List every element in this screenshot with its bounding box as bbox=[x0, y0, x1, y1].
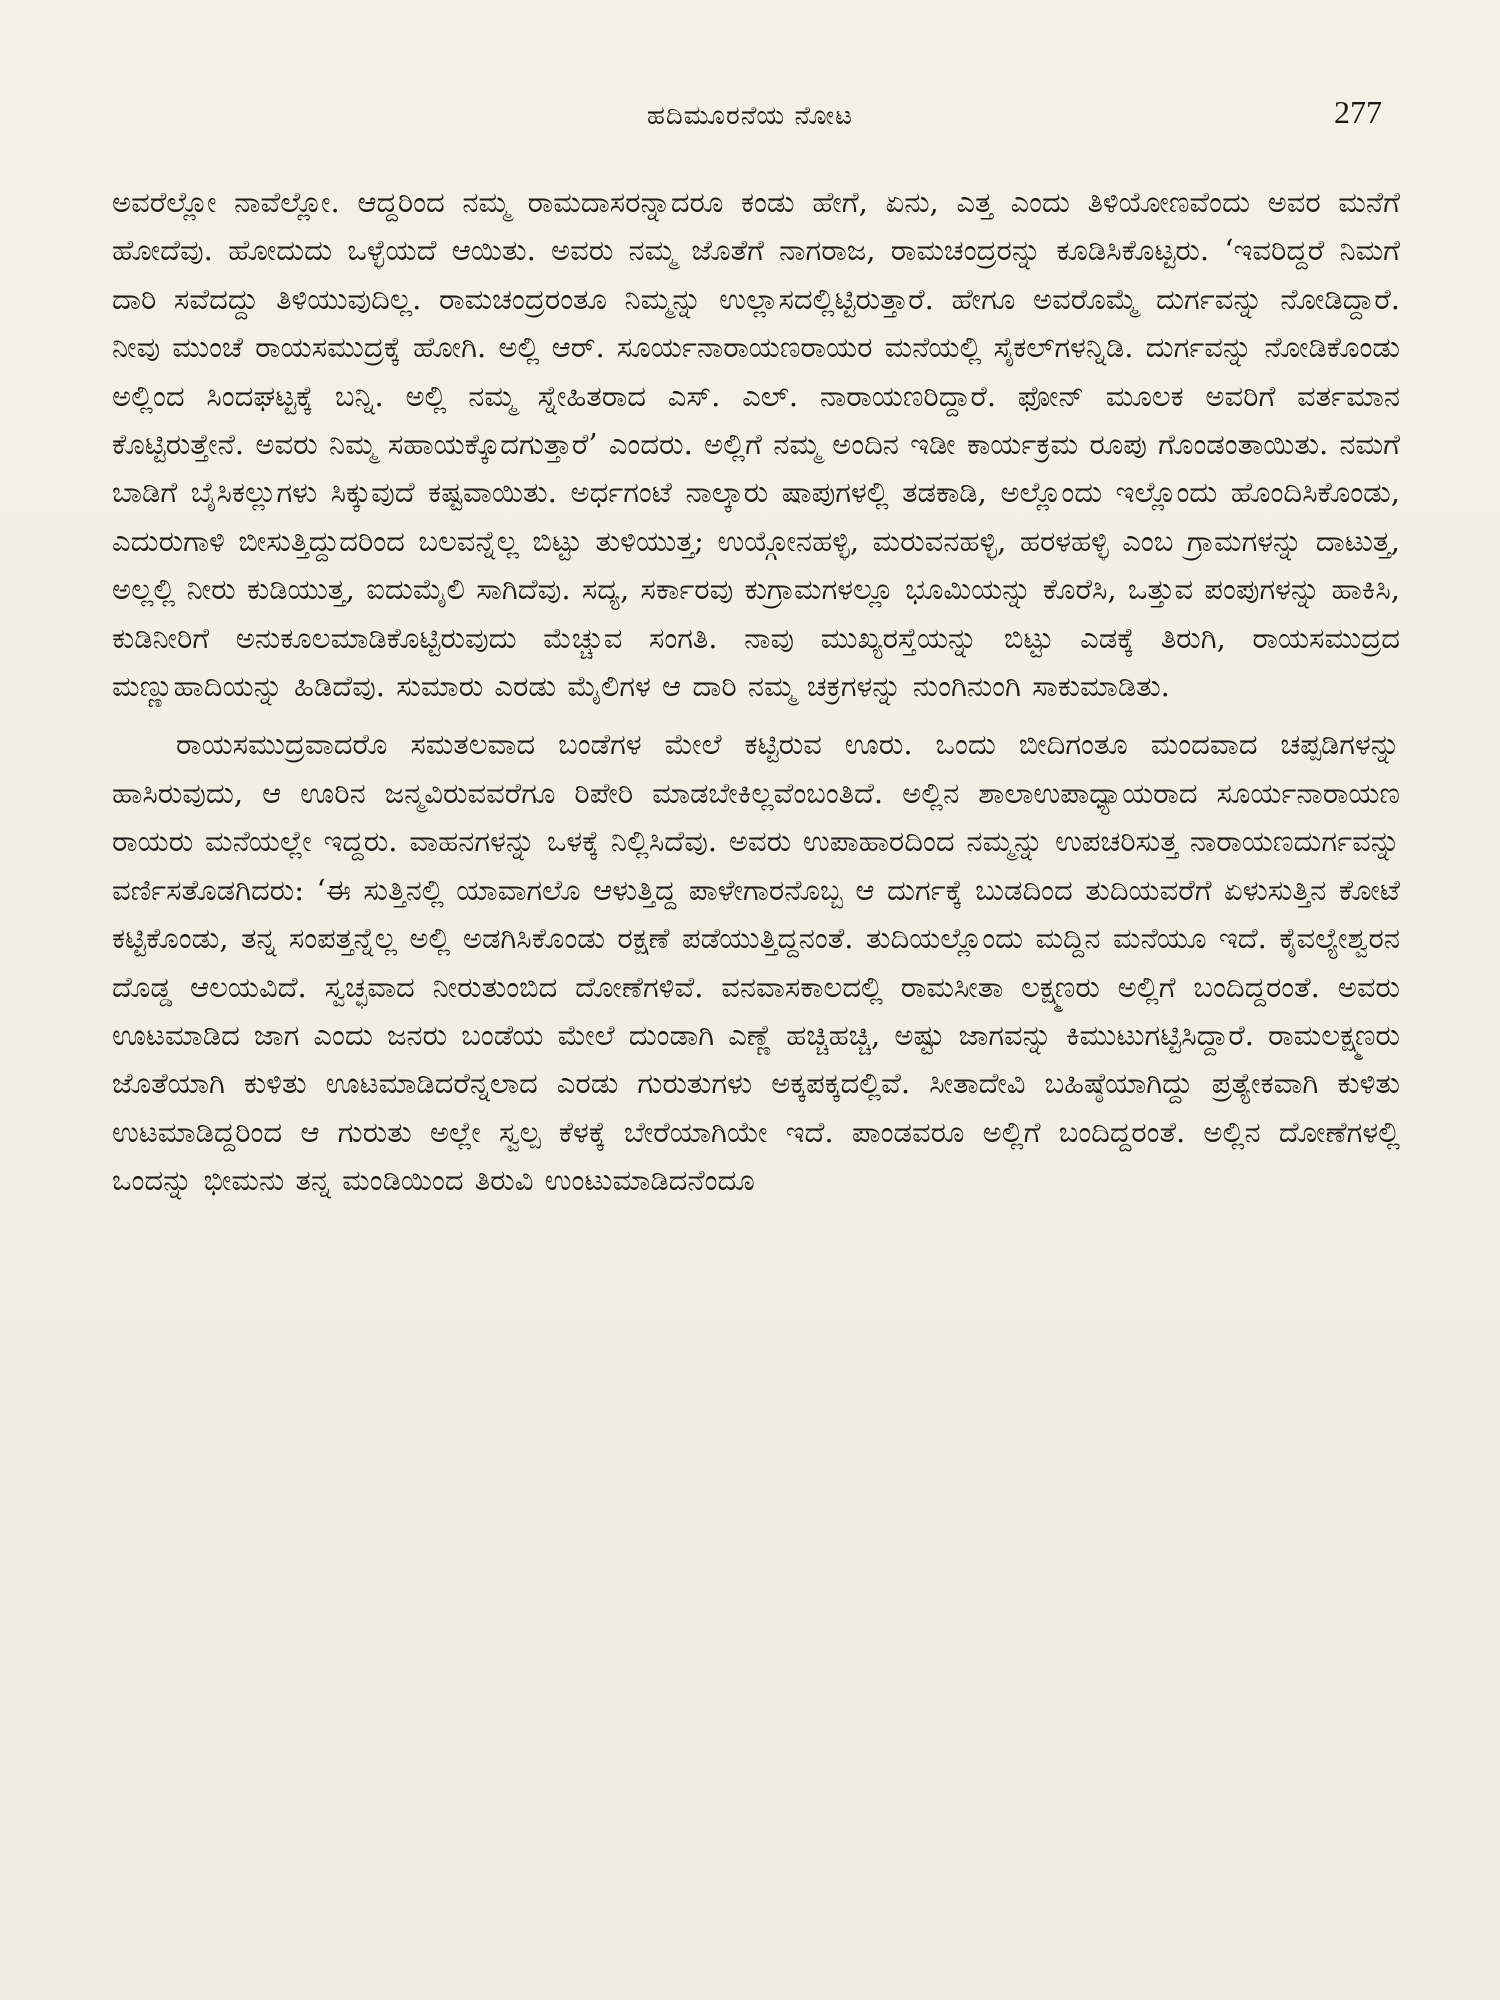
running-header bbox=[0, 96, 1500, 136]
body-text bbox=[112, 178, 1400, 1978]
chapter-title: ಹದಿಮೂರನೆಯ ನೋಟ bbox=[646, 101, 854, 131]
paragraph: ಅವರೆಲ್ಲೋ ನಾವೆಲ್ಲೋ. ಆದ್ದರಿಂದ ನಮ್ಮ ರಾಮದಾಸರನ್ನಾದರೂ ಕಂಡು ಹೇಗೆ, ಏನು, ಎತ್ತ ಎಂದು ತಿಳಿಯೋಣವೆಂದು ಅವರ ಮನೆಗೆ ಹೋದೆವು. ಹೋದುದು ಒಳ್ಳೆಯದೆ ಆಯಿತು. ಅವರು ನಮ್ಮ ಜೊತೆಗೆ ನಾಗರಾಜ, ರಾಮಚಂದ್ರರನ್ನು ಕೂಡಿಸಿಕೊಟ್ಟರು. ‘ಇವರಿದ್ದರೆ ನಿಮಗೆ ದಾರಿ ಸವೆದದ್ದು ತಿಳಿಯುವುದಿಲ್ಲ. ರಾಮಚಂದ್ರರಂತೂ ನಿಮ್ಮನ್ನು ಉಲ್ಲಾಸದಲ್ಲಿಟ್ಟಿರುತ್ತಾರೆ. ಹೇಗೂ ಅವರೊಮ್ಮೆ ದುರ್ಗವನ್ನು ನೋಡಿದ್ದಾರೆ. ನೀವು ಮುಂಚೆ ರಾಯಸಮುದ್ರಕ್ಕೆ ಹೋಗಿ. ಅಲ್ಲಿ ಆರ್. ಸೂರ್ಯನಾರಾಯಣರಾಯರ ಮನೆಯಲ್ಲಿ ಸೈಕಲ್‌ಗಳನ್ನಿಡಿ. ದುರ್ಗವನ್ನು ನೋಡಿಕೊಂಡು ಅಲ್ಲಿಂದ ಸಿಂದಘಟ್ಟಕ್ಕೆ ಬನ್ನಿ. ಅಲ್ಲಿ ನಮ್ಮ ಸ್ನೇಹಿತರಾದ ಎಸ್. ಎಲ್. ನಾರಾಯಣರಿದ್ದಾರೆ. ಫೋನ್ ಮೂಲಕ ಅವರಿಗೆ ವರ್ತಮಾನ ಕೊಟ್ಟಿರುತ್ತೇನೆ. ಅವರು ನಿಮ್ಮ ಸಹಾಯಕ್ಕೊದಗುತ್ತಾರೆ’ ಎಂದರು. ಅಲ್ಲಿಗೆ ನಮ್ಮ ಅಂದಿನ ಇಡೀ ಕಾರ್ಯಕ್ರಮ ರೂಪು ಗೊಂಡಂತಾಯಿತು. ನಮಗೆ ಬಾಡಿಗೆ ಬೈಸಿಕಲ್ಲುಗಳು ಸಿಕ್ಕುವುದೆ ಕಷ್ಟವಾಯಿತು. ಅರ್ಧಗಂಟೆ ನಾಲ್ಕಾರು ಷಾಪುಗಳಲ್ಲಿ ತಡಕಾಡಿ, ಅಲ್ಲೊಂದು ಇಲ್ಲೊಂದು ಹೊಂದಿಸಿಕೊಂಡು, ಎದುರುಗಾಳಿ ಬೀಸುತ್ತಿದ್ದುದರಿಂದ ಬಲವನ್ನೆಲ್ಲ ಬಿಟ್ಟು ತುಳಿಯುತ್ತ; ಉಯ್ಗೋನಹಳ್ಳಿ, ಮರುವನಹಳ್ಳಿ, ಹರಳಹಳ್ಳಿ ಎಂಬ ಗ್ರಾಮಗಳನ್ನು ದಾಟುತ್ತ, ಅಲ್ಲಲ್ಲಿ ನೀರು ಕುಡಿಯುತ್ತ, ಐದುಮೈಲಿ ಸಾಗಿದೆವು. ಸದ್ಯ, ಸರ್ಕಾರವು ಕುಗ್ರಾಮಗಳಲ್ಲೂ ಭೂಮಿಯನ್ನು ಕೊರೆಸಿ, ಒತ್ತುವ ಪಂಪುಗಳನ್ನು ಹಾಕಿಸಿ, ಕುಡಿನೀರಿಗೆ ಅನುಕೂಲಮಾಡಿಕೊಟ್ಟಿರುವುದು ಮೆಚ್ಚುವ ಸಂಗತಿ. ನಾವು ಮುಖ್ಯರಸ್ತೆಯನ್ನು ಬಿಟ್ಟು ಎಡಕ್ಕೆ ತಿರುಗಿ, ರಾಯಸಮುದ್ರದ ಮಣ್ಣುಹಾದಿಯನ್ನು ಹಿಡಿದೆವು. ಸುಮಾರು ಎರಡು ಮೈಲಿಗಳ ಆ ದಾರಿ ನಮ್ಮ ಚಕ್ರಗಳನ್ನು ನುಂಗಿನುಂಗಿ ಸಾಕುಮಾಡಿತು. bbox=[112, 185, 1400, 704]
page-number: 277 bbox=[1334, 94, 1382, 130]
paragraph: ರಾಯಸಮುದ್ರವಾದರೊ ಸಮತಲವಾದ ಬಂಡೆಗಳ ಮೇಲೆ ಕಟ್ಟಿರುವ ಊರು. ಒಂದು ಬೀದಿಗಂತೂ ಮಂದವಾದ ಚಪ್ಪಡಿಗಳನ್ನು ಹಾಸಿರುವುದು, ಆ ಊರಿನ ಜನ್ಮವಿರುವವರೆಗೂ ರಿಪೇರಿ ಮಾಡಬೇಕಿಲ್ಲವೆಂಬಂತಿದೆ. ಅಲ್ಲಿನ ಶಾಲಾಉಪಾಧ್ಯಾಯರಾದ ಸೂರ್ಯನಾರಾಯಣ ರಾಯರು ಮನೆಯಲ್ಲೇ ಇದ್ದರು. ವಾಹನಗಳನ್ನು ಒಳಕ್ಕೆ ನಿಲ್ಲಿಸಿದೆವು. ಅವರು ಉಪಾಹಾರದಿಂದ ನಮ್ಮನ್ನು ಉಪಚರಿಸುತ್ತ ನಾರಾಯಣದುರ್ಗವನ್ನು ವರ್ಣಿಸತೊಡಗಿದರು: ‘ಈ ಸುತ್ತಿನಲ್ಲಿ ಯಾವಾಗಲೊ ಆಳುತ್ತಿದ್ದ ಪಾಳೇಗಾರನೊಬ್ಬ ಆ ದುರ್ಗಕ್ಕೆ ಬುಡದಿಂದ ತುದಿಯವರೆಗೆ ಏಳುಸುತ್ತಿನ ಕೋಟೆ ಕಟ್ಟಿಕೊಂಡು, ತನ್ನ ಸಂಪತ್ತನ್ನೆಲ್ಲ ಅಲ್ಲಿ ಅಡಗಿಸಿಕೊಂಡು ರಕ್ಷಣೆ ಪಡೆಯುತ್ತಿದ್ದನಂತೆ. ತುದಿಯಲ್ಲೊಂದು ಮದ್ದಿನ ಮನೆಯೂ ಇದೆ. ಕೈವಲ್ಯೇಶ್ವರನ ದೊಡ್ಡ ಆಲಯವಿದೆ. ಸ್ವಚ್ಛವಾದ ನೀರುತುಂಬಿದ ದೋಣೆಗಳಿವೆ. ವನವಾಸಕಾಲದಲ್ಲಿ ರಾಮಸೀತಾ ಲಕ್ಷ್ಮಣರು ಅಲ್ಲಿಗೆ ಬಂದಿದ್ದರಂತೆ. ಅವರು ಊಟಮಾಡಿದ ಜಾಗ ಎಂದು ಜನರು ಬಂಡೆಯ ಮೇಲೆ ದುಂಡಾಗಿ ಎಣ್ಣೆ ಹಚ್ಚಿಹಚ್ಚಿ, ಅಷ್ಟು ಜಾಗವನ್ನು ಕಿಮುಟುಗಟ್ಟಿಸಿದ್ದಾರೆ. ರಾಮಲಕ್ಷ್ಮಣರು ಜೊತೆಯಾಗಿ ಕುಳಿತು ಊಟಮಾಡಿದರೆನ್ನಲಾದ ಎರಡು ಗುರುತುಗಳು ಅಕ್ಕಪಕ್ಕದಲ್ಲಿವೆ. ಸೀತಾದೇವಿ ಬಹಿಷ್ಠೆಯಾಗಿದ್ದು ಪ್ರತ್ಯೇಕವಾಗಿ ಕುಳಿತು ಉಟಮಾಡಿದ್ದರಿಂದ ಆ ಗುರುತು ಅಲ್ಲೇ ಸ್ವಲ್ಪ ಕೆಳಕ್ಕೆ ಬೇರೆಯಾಗಿಯೇ ಇದೆ. ಪಾಂಡವರೂ ಅಲ್ಲಿಗೆ ಬಂದಿದ್ದರಂತೆ. ಅಲ್ಲಿನ ದೋಣೆಗಳಲ್ಲಿ ಒಂದನ್ನು ಭೀಮನು ತನ್ನ ಮಂಡಿಯಿಂದ ತಿರುವಿ ಉಂಟುಮಾಡಿದನೆಂದೂ bbox=[112, 727, 1400, 1198]
